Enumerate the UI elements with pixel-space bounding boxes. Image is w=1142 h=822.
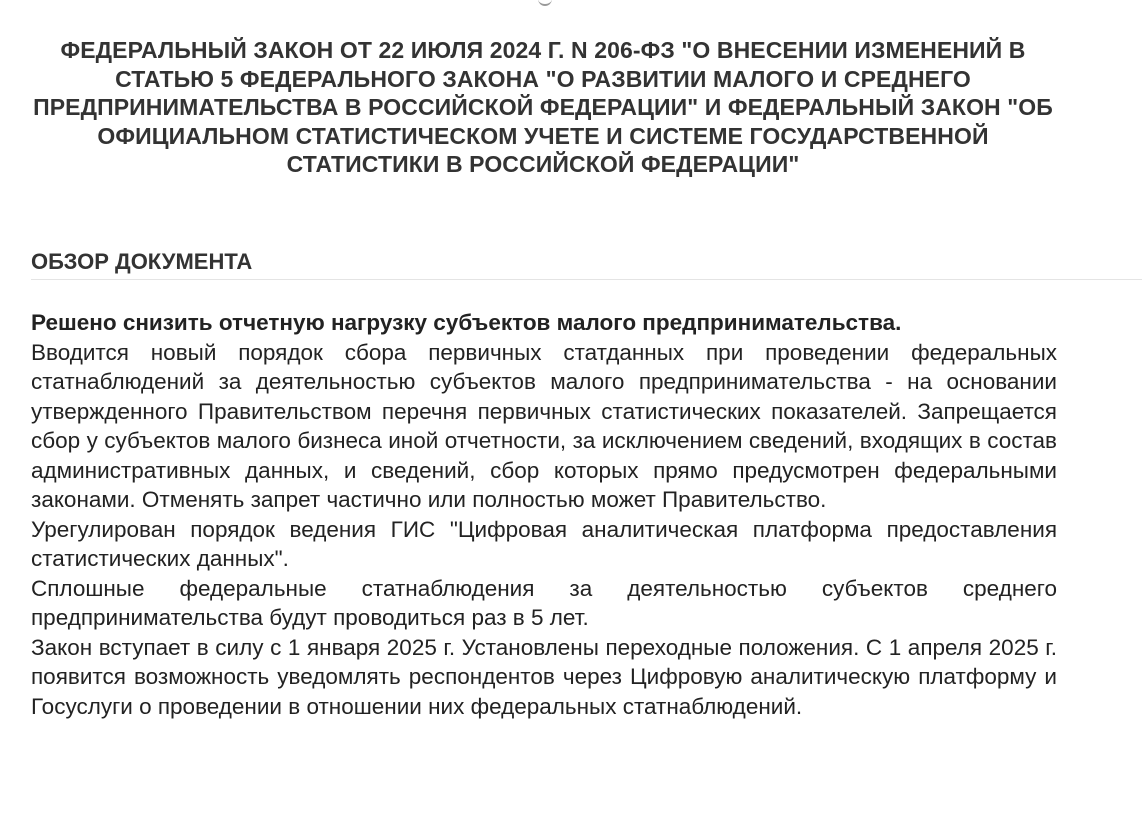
document-body: [31, 308, 1057, 721]
section-divider: [31, 279, 1142, 280]
lead-paragraph: Решено снизить отчетную нагрузку субъектов малого предпринимательства.: [31, 310, 902, 335]
body-paragraph: Вводится новый порядок сбора первичных статданных при проведении федеральных статнаблюдений за деятельностью субъектов малого предпринимательства - на основании утвержденного Правительством перечня первичных статистических показателей. Запрещается сбор у субъектов малого бизнеса иной отчетности, за исключением сведений, входящих в состав административных данных, и сведений, сбор которых прямо предусмотрен федеральными законами. Отменять запрет частично или полностью может Правительство.: [31, 339, 1057, 512]
body-paragraph: Закон вступает в силу с 1 января 2025 г. Установлены переходные положения. С 1 апреля 2025 г. появится возможность уведомлять респондентов через Цифровую аналитическую платформу и Госуслуги о проведении в отношении них федеральных статнаблюдений.: [31, 634, 1057, 719]
decorative-mark-icon: [538, 0, 552, 6]
body-paragraph: Урегулирован порядок ведения ГИС "Цифровая аналитическая платформа предоставления статистических данных".: [31, 516, 1057, 571]
document-title: ФЕДЕРАЛЬНЫЙ ЗАКОН ОТ 22 ИЮЛЯ 2024 Г. N 206-ФЗ "О ВНЕСЕНИИ ИЗМЕНЕНИЙ В СТАТЬЮ 5 ФЕДЕРАЛЬНОГО ЗАКОНА "О РАЗВИТИИ МАЛОГО И СРЕДНЕГО ПРЕДПРИНИМАТЕЛЬСТВА В РОССИЙСКОЙ ФЕДЕРАЦИИ" И ФЕДЕРАЛЬНЫЙ ЗАКОН "ОБ ОФИЦИАЛЬНОМ СТАТИСТИЧЕСКОМ УЧЕТЕ И СИСТЕМЕ ГОСУДАРСТВЕННОЙ СТАТИСТИКИ В РОССИЙСКОЙ ФЕДЕРАЦИИ": [33, 37, 1053, 177]
body-paragraph: Сплошные федеральные статнаблюдения за деятельностью субъектов среднего предпринимательства будут проводиться раз в 5 лет.: [31, 575, 1057, 630]
overview-section: [31, 247, 1142, 280]
section-heading: ОБЗОР ДОКУМЕНТА: [31, 249, 253, 274]
